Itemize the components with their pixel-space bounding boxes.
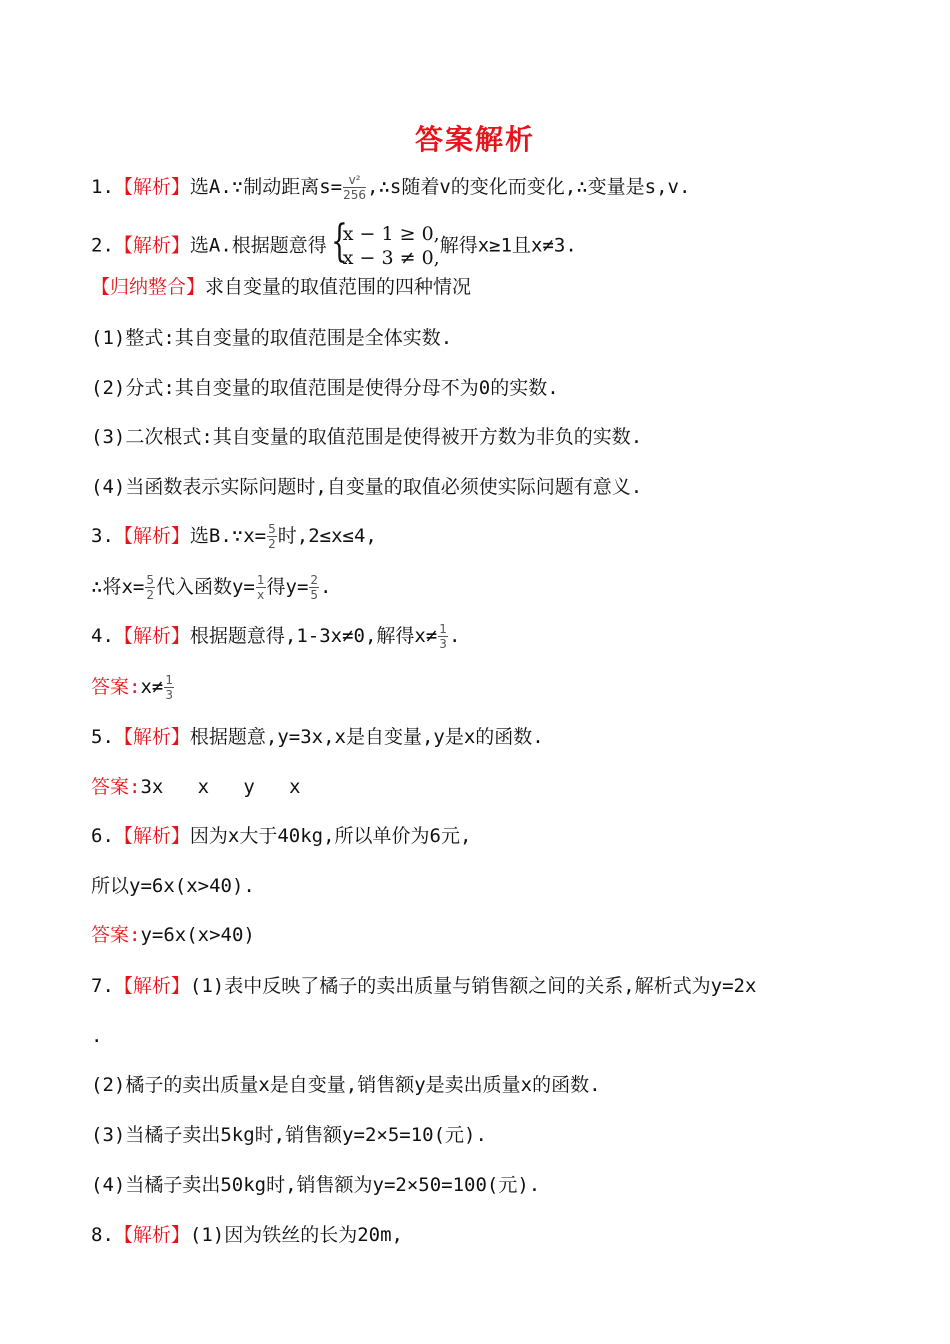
fraction: $\frac{5}{2}$ xyxy=(268,522,276,551)
question-number: 5. xyxy=(91,726,114,748)
analysis-tag: 【解析】 xyxy=(113,525,190,547)
analysis-tag: 【解析】 xyxy=(113,726,190,748)
answer-7 xyxy=(91,971,890,1001)
question-number: 8. xyxy=(91,1224,114,1246)
summary-item: (2)分式:其自变量的取值范围是使得分母不为0的实数. xyxy=(91,377,559,399)
fraction: $\frac{2}{5}$ xyxy=(310,573,319,602)
fraction: $\frac{\text{v²}}{256}$ xyxy=(343,173,367,202)
equation-system: { x − 1 ≥ 0, x − 3 ≠ 0, xyxy=(330,216,440,269)
question-number: 1. xyxy=(91,176,114,198)
answer-text: ,∴s随着v的变化而变化,∴变量是s,v. xyxy=(367,176,691,198)
answer-2 xyxy=(91,216,890,269)
answer-label: 答案: xyxy=(91,924,141,946)
answer-text: 因为x大于40kg,所以单价为6元, xyxy=(189,825,472,847)
answer-5-final xyxy=(91,772,890,802)
answer-6 xyxy=(91,821,890,851)
answer-7-item: (4)当橘子卖出50kg时,销售额为y=2×50=100(元). xyxy=(91,1174,541,1196)
answer-value: 3x x y x xyxy=(140,776,301,798)
answer-text: 选B.∵x= xyxy=(189,525,267,547)
answer-value: x≠ xyxy=(140,676,164,698)
summary-text: 求自变量的取值范围的四种情况 xyxy=(205,276,472,298)
answer-text: 根据题意得,1-3x≠0,解得x≠ xyxy=(189,625,438,647)
answer-7-item: (3)当橘子卖出5kg时,销售额y=2×5=10(元). xyxy=(91,1124,487,1146)
summary-item: (3)二次根式:其自变量的取值范围是使得被开方数为非负的实数. xyxy=(91,426,643,448)
answer-6-cont: 所以y=6x(x>40). xyxy=(91,875,255,897)
answer-text: 解得x≥1且x≠3. xyxy=(439,234,577,257)
answer-3 xyxy=(91,521,890,551)
answer-1 xyxy=(91,172,890,202)
answer-text: (1)因为铁丝的长为20m, xyxy=(189,1224,403,1246)
analysis-tag: 【解析】 xyxy=(113,825,190,847)
answer-7-item: (2)橘子的卖出质量x是自变量,销售额y是卖出质量x的函数. xyxy=(91,1074,601,1096)
answer-8 xyxy=(91,1220,890,1250)
answer-3-cont xyxy=(91,572,890,602)
answer-5 xyxy=(91,722,890,752)
answer-text: ∴将x= xyxy=(91,576,145,598)
answer-text: 根据题意,y=3x,x是自变量,y是x的函数. xyxy=(189,726,544,748)
answer-text: 时,2≤x≤4, xyxy=(277,525,377,547)
analysis-tag: 【解析】 xyxy=(113,975,190,997)
question-number: 6. xyxy=(91,825,114,847)
answer-text: . xyxy=(448,625,461,647)
question-number: 4. xyxy=(91,625,114,647)
fraction: $\frac{1}{3}$ xyxy=(439,622,447,651)
summary-heading xyxy=(91,272,890,302)
fraction: $\frac{5}{2}$ xyxy=(146,573,154,602)
answer-label: 答案: xyxy=(91,776,141,798)
answer-text: 选A.∵制动距离s= xyxy=(189,176,343,198)
answer-text: (1)表中反映了橘子的卖出质量与销售额之间的关系,解析式为y=2x xyxy=(189,975,757,997)
answer-7-cont: . xyxy=(91,1025,103,1047)
summary-item: (4)当函数表示实际问题时,自变量的取值必须使实际问题有意义. xyxy=(91,476,643,498)
answer-value: y=6x(x>40) xyxy=(140,924,255,946)
page-title: 答案解析 xyxy=(414,123,535,156)
analysis-tag: 【解析】 xyxy=(113,625,190,647)
answer-text: 得y= xyxy=(266,576,309,598)
question-number: 2. xyxy=(91,234,114,257)
analysis-tag: 【解析】 xyxy=(113,1224,190,1246)
question-number: 3. xyxy=(91,525,114,547)
question-number: 7. xyxy=(91,975,114,997)
answer-4 xyxy=(91,621,890,651)
answer-text: 代入函数y= xyxy=(155,576,255,598)
answer-text: 选A.根据题意得 xyxy=(189,234,327,257)
analysis-tag: 【解析】 xyxy=(113,176,190,198)
answer-6-final xyxy=(91,920,890,950)
summary-tag: 【归纳整合】 xyxy=(91,276,206,298)
fraction: $\frac{1}{x}$ xyxy=(256,573,265,602)
fraction: $\frac{1}{3}$ xyxy=(165,673,173,702)
answer-text: . xyxy=(320,576,332,598)
analysis-tag: 【解析】 xyxy=(113,234,190,257)
summary-item: (1)整式:其自变量的取值范围是全体实数. xyxy=(91,327,453,349)
answer-4-final xyxy=(91,672,890,702)
answer-label: 答案: xyxy=(91,676,141,698)
